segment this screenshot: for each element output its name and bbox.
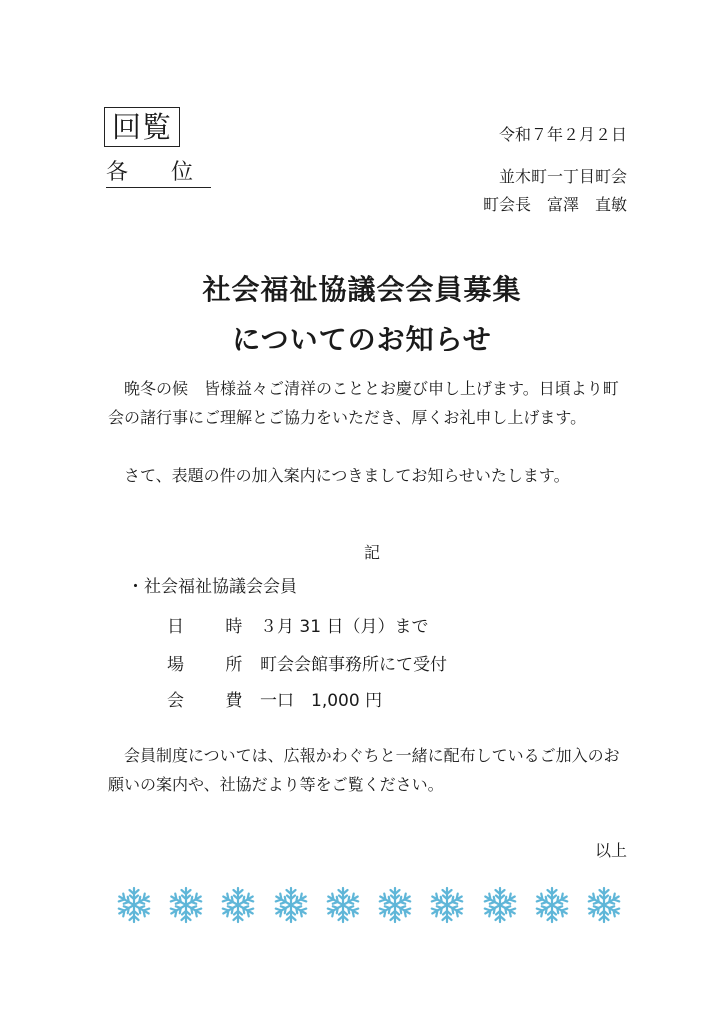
detail-value-place: 町会会館事務所にて受付 — [260, 655, 447, 675]
detail-label-place: 場 所 — [167, 655, 261, 675]
greeting-paragraph: 晩冬の候 皆様益々ご清祥のこととお慶び申し上げます。日頃より町会の諸行事にご理解とご協力をいただき、厚くお礼申し上げます。 — [108, 379, 619, 427]
snowflake-icon — [584, 885, 624, 925]
page-title: 社会福祉協議会会員募集 — [202, 273, 522, 306]
organization-name: 並木町一丁目町会 — [498, 167, 627, 186]
intro-paragraph: さて、表題の件の加入案内につきましてお知らせいたします。 — [124, 466, 570, 485]
detail-label-fee: 会 費 — [167, 691, 261, 711]
circulation-stamp: 回覧 — [104, 107, 180, 147]
snowflake-icon — [480, 885, 520, 925]
snowflake-icon — [427, 885, 467, 925]
issue-date: 令和７年２月２日 — [498, 125, 627, 144]
snowflake-icon — [323, 885, 363, 925]
addressee: 各 位 — [106, 160, 211, 188]
closing-end: 以上 — [594, 841, 627, 860]
page-subtitle: についてのお知らせ — [232, 323, 492, 356]
detail-label-datetime: 日 時 — [167, 617, 261, 637]
detail-value-fee: 一口 1,000 円 — [260, 691, 383, 711]
details-marker: 記 — [363, 543, 380, 562]
snowflake-border — [114, 885, 624, 931]
chairperson-name: 町会長 富澤 直敏 — [482, 195, 627, 214]
snowflake-icon — [532, 885, 572, 925]
snowflake-icon — [375, 885, 415, 925]
snowflake-icon — [271, 885, 311, 925]
snowflake-icon — [218, 885, 258, 925]
snowflake-icon — [114, 885, 154, 925]
detail-value-datetime: ３月 31 日（月）まで — [260, 617, 429, 637]
closing-paragraph: 会員制度については、広報かわぐちと一緒に配布しているご加入のお願いの案内や、社協だより等をご覧ください。 — [108, 746, 620, 794]
details-item: ・社会福祉協議会会員 — [127, 577, 297, 597]
snowflake-icon — [166, 885, 206, 925]
